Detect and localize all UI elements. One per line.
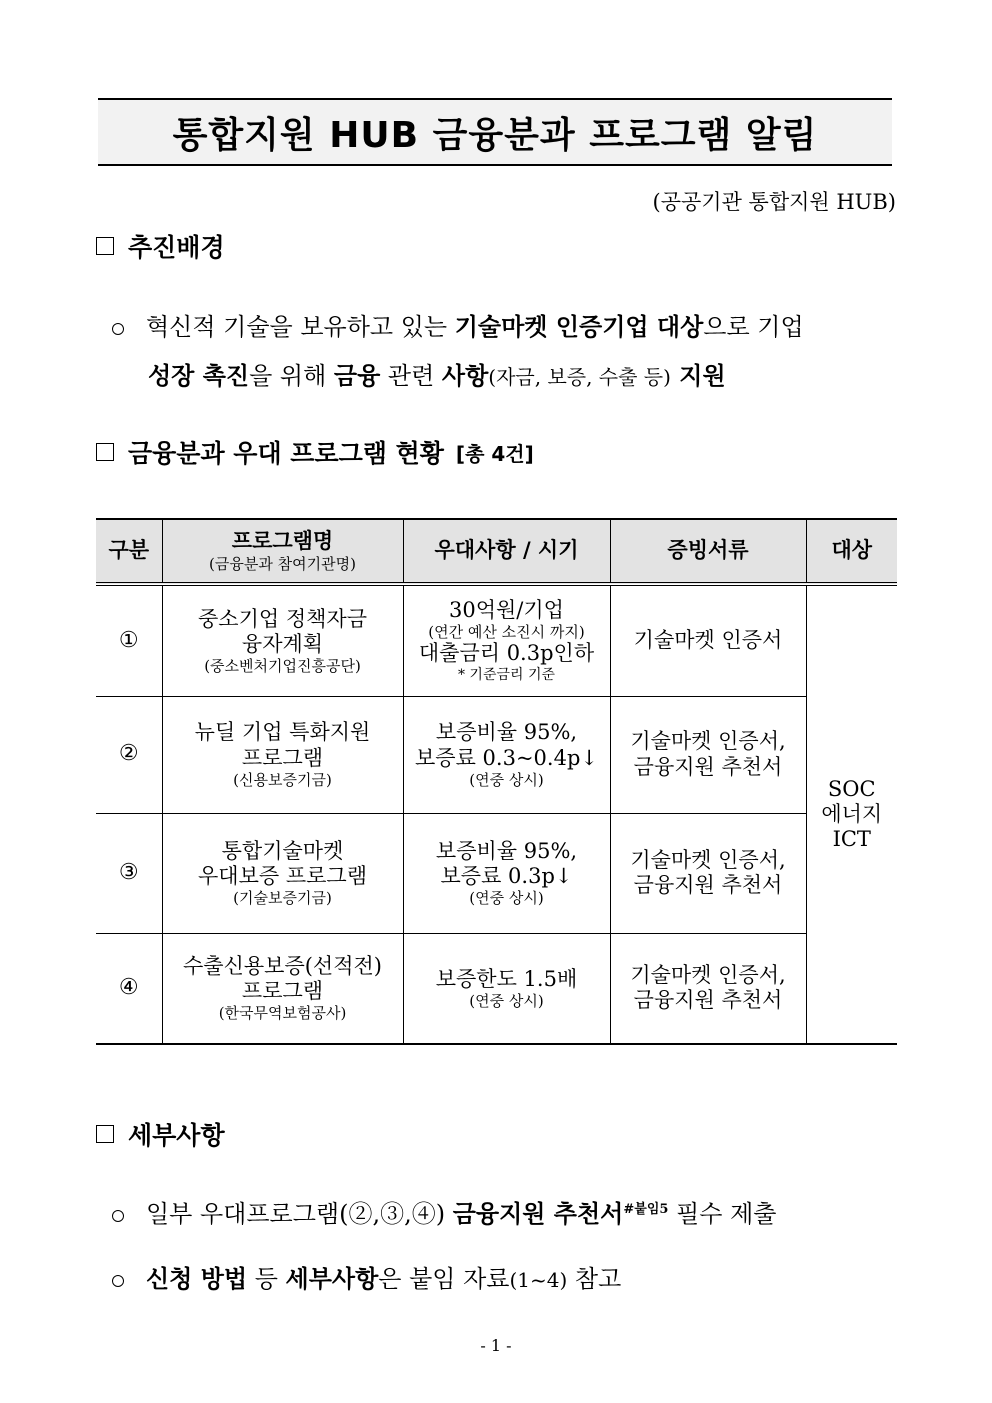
section-title: 세부사항 — [128, 1121, 225, 1150]
header-benefit: 우대사항 / 시기 — [403, 519, 610, 584]
benefit-sub: (연중 상시) — [469, 991, 544, 1010]
table-row — [96, 584, 897, 696]
section-status-heading — [96, 434, 534, 470]
details-bullet-line-2 — [112, 1259, 621, 1294]
text-segment: 등 — [247, 1265, 286, 1293]
benefit-line: 보증비율 95%, — [435, 838, 578, 863]
program-org: (중소벤처기업진흥공단) — [204, 656, 361, 675]
target-line: SOC — [827, 776, 876, 801]
target-line: 에너지 — [821, 801, 883, 826]
document-title: 통합지원 HUB 금융분과 프로그램 알림 — [172, 114, 818, 156]
benefit-sub: (연중 상시) — [469, 770, 544, 789]
circle-bullet-icon — [112, 1210, 124, 1222]
table-header-row — [96, 519, 897, 584]
program-org: (기술보증기금) — [233, 889, 332, 908]
checkbox-square-icon — [96, 443, 114, 461]
background-bullet-line-1 — [112, 307, 897, 342]
bold-segment: 사항 — [441, 362, 489, 390]
section-background-heading — [96, 228, 225, 264]
program-cell — [162, 584, 403, 696]
title-box — [98, 98, 892, 166]
program-table — [96, 518, 897, 1045]
program-org: (신용보증기금) — [233, 770, 332, 789]
program-cell — [162, 933, 403, 1044]
benefit-cell — [403, 696, 610, 813]
header-category: 구분 — [96, 519, 162, 584]
section-note: [총 4건] — [455, 441, 534, 466]
circle-bullet-icon — [112, 1275, 124, 1287]
program-cell — [162, 813, 403, 933]
text-segment: 을 위해 — [249, 362, 334, 390]
target-cell — [806, 584, 897, 1044]
program-name-line: 융자계획 — [241, 631, 324, 656]
program-name-line: 프로그램 — [241, 745, 324, 770]
bold-segment: 금융 — [333, 362, 381, 390]
program-name-line: 프로그램 — [241, 979, 324, 1004]
section-details-heading — [96, 1116, 225, 1152]
benefit-cell — [403, 813, 610, 933]
bold-segment: 성장 촉진 — [148, 362, 250, 390]
benefit-cell — [403, 584, 610, 696]
header-program-label: 프로그램명 — [231, 529, 334, 554]
docs-cell — [610, 813, 806, 933]
program-name-line: 뉴딜 기업 특화지원 — [194, 720, 371, 745]
benefit-sub: (연간 예산 소진시 까지) — [428, 623, 585, 642]
bold-segment: 신청 방법 — [146, 1265, 248, 1293]
program-name-line: 중소기업 정책자금 — [198, 606, 367, 631]
program-name-line: 수출신용보증(선적전) — [183, 954, 382, 979]
doc-line: 기술마켓 인증서, — [630, 847, 786, 872]
doc-line: 금융지원 추천서 — [633, 754, 783, 779]
organization-label: (공공기관 통합지원 HUB) — [652, 190, 896, 214]
header-program-sub: (금융분과 참여기관명) — [209, 554, 356, 573]
docs-cell — [610, 584, 806, 696]
background-bullet-line-2 — [148, 356, 726, 391]
checkbox-square-icon — [96, 237, 114, 255]
page-number: - 1 - — [480, 1336, 512, 1355]
benefit-sub: (연중 상시) — [469, 889, 544, 908]
row-number: ③ — [96, 813, 162, 933]
section-title: 금융분과 우대 프로그램 현황 — [128, 439, 444, 468]
benefit-line: 보증료 0.3~0.4p↓ — [415, 745, 598, 770]
table-row — [96, 813, 897, 933]
program-cell — [162, 696, 403, 813]
bold-segment: 기술마켓 인증기업 대상 — [454, 313, 704, 341]
text-segment: 으로 기업 — [703, 313, 804, 341]
benefit-line: 30억원/기업 — [449, 598, 564, 623]
text-segment: 은 붙임 자료 — [378, 1265, 510, 1293]
row-number: ② — [96, 696, 162, 813]
bold-segment: 금융지원 추천서 — [452, 1200, 624, 1228]
benefit-line: 보증한도 1.5배 — [435, 966, 578, 991]
text-segment: (1~4) — [509, 1268, 568, 1292]
attachment-reference: #붙임5 — [623, 1202, 669, 1217]
target-line: ICT — [832, 827, 871, 852]
table-row — [96, 933, 897, 1044]
program-name-line: 우대보증 프로그램 — [198, 864, 367, 888]
details-bullet-line-1 — [112, 1194, 776, 1229]
header-docs: 증빙서류 — [610, 519, 806, 584]
text-segment: (자금, 보증, 수출 등) — [488, 365, 671, 389]
benefit-cell — [403, 933, 610, 1044]
program-org: (한국무역보험공사) — [218, 1004, 347, 1023]
doc-line: 금융지원 추천서 — [633, 988, 783, 1013]
docs-cell — [610, 933, 806, 1044]
row-number: ④ — [96, 933, 162, 1044]
header-target: 대상 — [806, 519, 897, 584]
text-segment: 혁신적 기술을 보유하고 있는 — [146, 313, 455, 341]
text-segment: 필수 제출 — [668, 1200, 777, 1228]
program-name-line: 통합기술마켓 — [221, 838, 344, 863]
doc-line: 기술마켓 인증서 — [633, 628, 783, 653]
text-segment: 관련 — [380, 362, 442, 390]
doc-line: 기술마켓 인증서, — [630, 729, 786, 754]
circle-bullet-icon — [112, 323, 124, 335]
doc-line: 금융지원 추천서 — [633, 873, 783, 897]
doc-line: 기술마켓 인증서, — [630, 963, 786, 988]
benefit-note: * 기준금리 기준 — [457, 666, 556, 683]
text-segment: 일부 우대프로그램(②,③,④) — [146, 1200, 453, 1228]
section-title: 추진배경 — [128, 233, 225, 262]
benefit-line: 보증료 0.3p↓ — [440, 864, 573, 888]
bold-segment: 세부사항 — [285, 1265, 379, 1293]
docs-cell — [610, 696, 806, 813]
header-program — [162, 519, 403, 584]
text-segment: 참고 — [567, 1265, 622, 1293]
row-number: ① — [96, 584, 162, 696]
checkbox-square-icon — [96, 1125, 114, 1143]
benefit-line: 보증비율 95%, — [435, 720, 578, 745]
benefit-line: 대출금리 0.3p인하 — [418, 641, 595, 666]
bold-segment: 지원 — [670, 362, 726, 390]
table-row — [96, 696, 897, 813]
